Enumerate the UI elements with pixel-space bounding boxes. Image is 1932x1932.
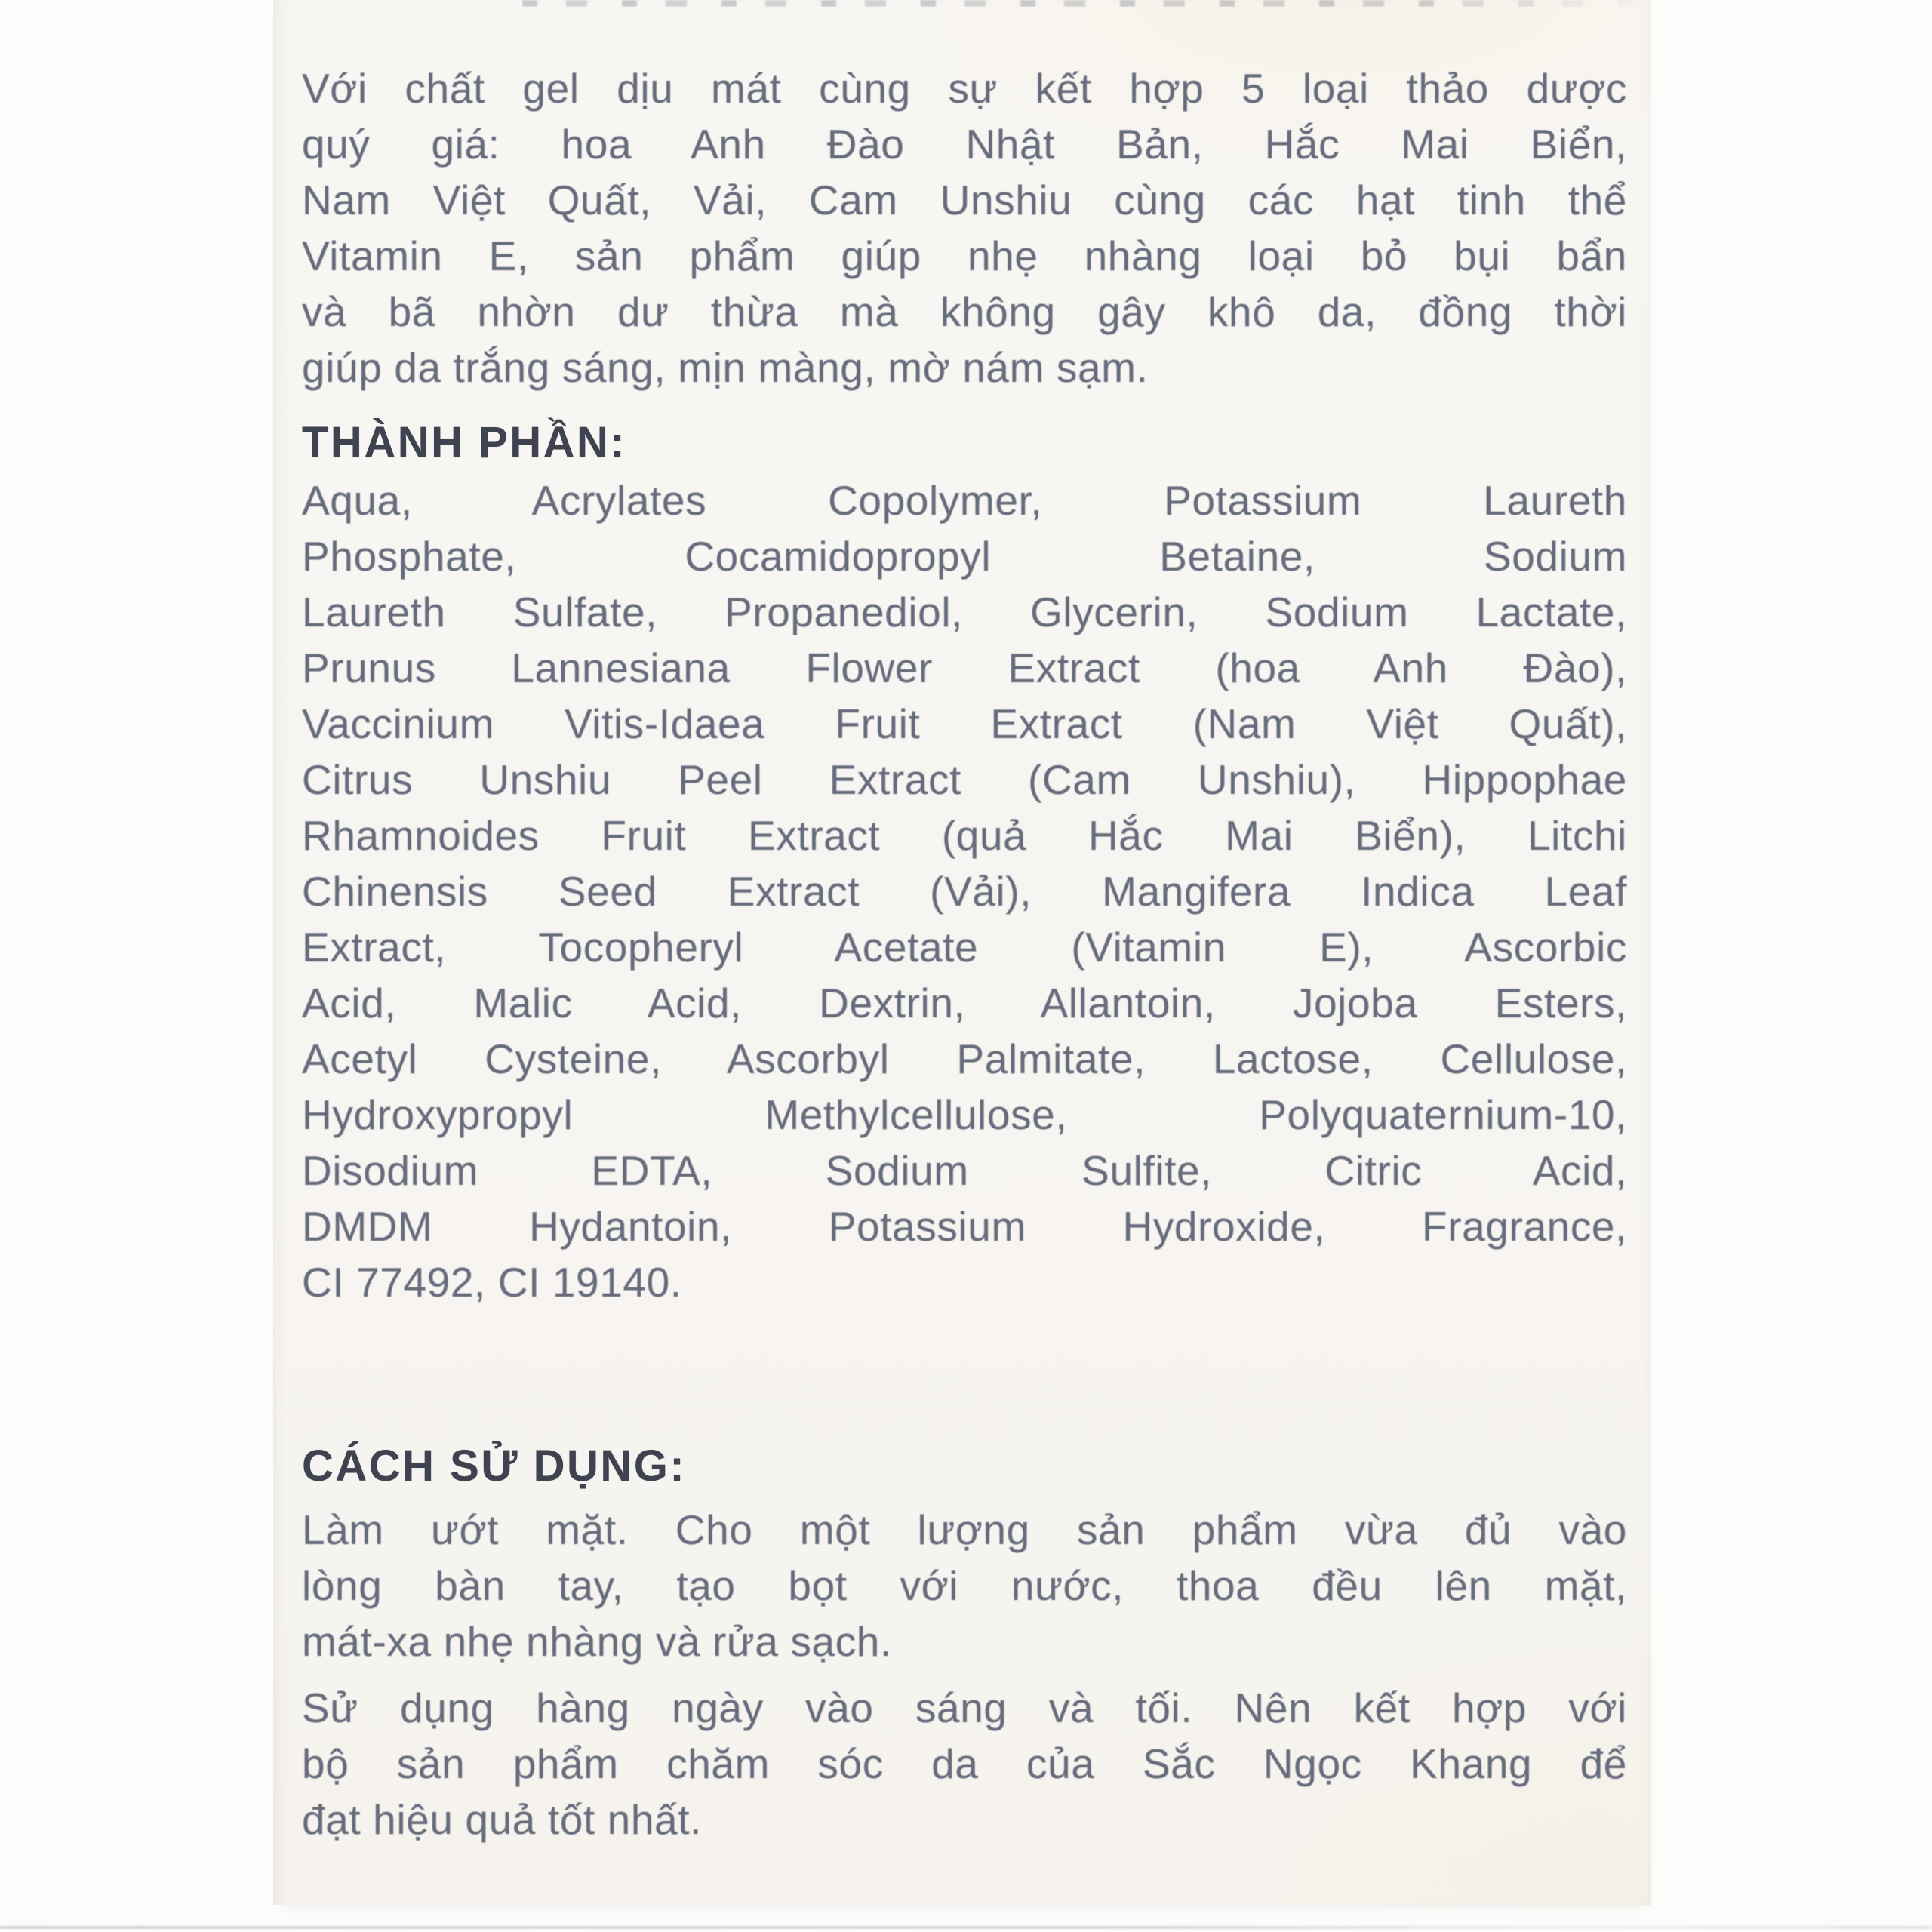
intro-line: Vitamin E, sản phẩm giúp nhẹ nhàng loại bỏ bụi bẩn [302,232,1627,279]
ingredients-line: Disodium EDTA, Sodium Sulfite, Citric Acid, [302,1147,1627,1194]
usage-paragraph-1 [302,1502,1627,1669]
ingredients-line: Chinensis Seed Extract (Vải), Mangifera Indica Leaf [302,868,1627,915]
ingredients-line: DMDM Hydantoin, Potassium Hydroxide, Fragrance, [302,1203,1627,1250]
ingredients-paragraph [302,472,1627,1310]
usage-line: mát-xa nhẹ nhàng và rửa sạch. [302,1618,892,1665]
intro-line: giúp da trắng sáng, mịn màng, mờ nám sạm. [302,344,1149,391]
usage-line: Làm ướt mặt. Cho một lượng sản phẩm vừa đủ vào [302,1506,1627,1553]
ingredients-line: Extract, Tocopheryl Acetate (Vitamin E), Ascorbic [302,924,1627,971]
ingredients-line: Acetyl Cysteine, Ascorbyl Palmitate, Lactose, Cellulose, [302,1035,1627,1082]
intro-line: Nam Việt Quất, Vải, Cam Unshiu cùng các hạt tinh thể [302,177,1627,223]
ingredients-line: Aqua, Acrylates Copolymer, Potassium Laureth [302,477,1627,524]
ingredients-line: Rhamnoides Fruit Extract (quả Hắc Mai Biển), Litchi [302,812,1627,859]
intro-line: và bã nhờn dư thừa mà không gây khô da, đồng thời [302,288,1627,335]
cropped-text-fragment [522,0,1654,7]
usage-heading: CÁCH SỬ DỤNG: [302,1441,687,1491]
usage-line: Sử dụng hàng ngày vào sáng và tối. Nên kết hợp với [302,1684,1627,1731]
ingredients-line: CI 77492, CI 19140. [302,1259,682,1306]
intro-paragraph [302,60,1627,395]
intro-line: Với chất gel dịu mát cùng sự kết hợp 5 loại thảo dược [302,65,1627,112]
ingredients-line: Vaccinium Vitis-Idaea Fruit Extract (Nam Việt Quất), [302,700,1627,747]
ingredients-line: Phosphate, Cocamidopropyl Betaine, Sodium [302,533,1627,580]
intro-line: quý giá: hoa Anh Đào Nhật Bản, Hắc Mai Biển, [302,121,1627,168]
usage-line: bộ sản phẩm chăm sóc da của Sắc Ngọc Khang để [302,1740,1627,1787]
photo-edge-artifact [0,1926,1932,1929]
usage-paragraph-2 [302,1680,1627,1847]
ingredients-line: Citrus Unshiu Peel Extract (Cam Unshiu), Hippophae [302,756,1627,803]
ingredients-line: Hydroxypropyl Methylcellulose, Polyquaternium-10, [302,1091,1627,1138]
product-label [273,0,1651,1905]
ingredients-line: Acid, Malic Acid, Dextrin, Allantoin, Jojoba Esters, [302,980,1627,1026]
usage-line: lòng bàn tay, tạo bọt với nước, thoa đều lên mặt, [302,1562,1627,1609]
usage-line: đạt hiệu quả tốt nhất. [302,1796,703,1843]
ingredients-line: Prunus Lannesiana Flower Extract (hoa Anh Đào), [302,645,1627,691]
ingredients-heading: THÀNH PHẦN: [302,418,627,467]
ingredients-line: Laureth Sulfate, Propanediol, Glycerin, Sodium Lactate, [302,589,1627,635]
